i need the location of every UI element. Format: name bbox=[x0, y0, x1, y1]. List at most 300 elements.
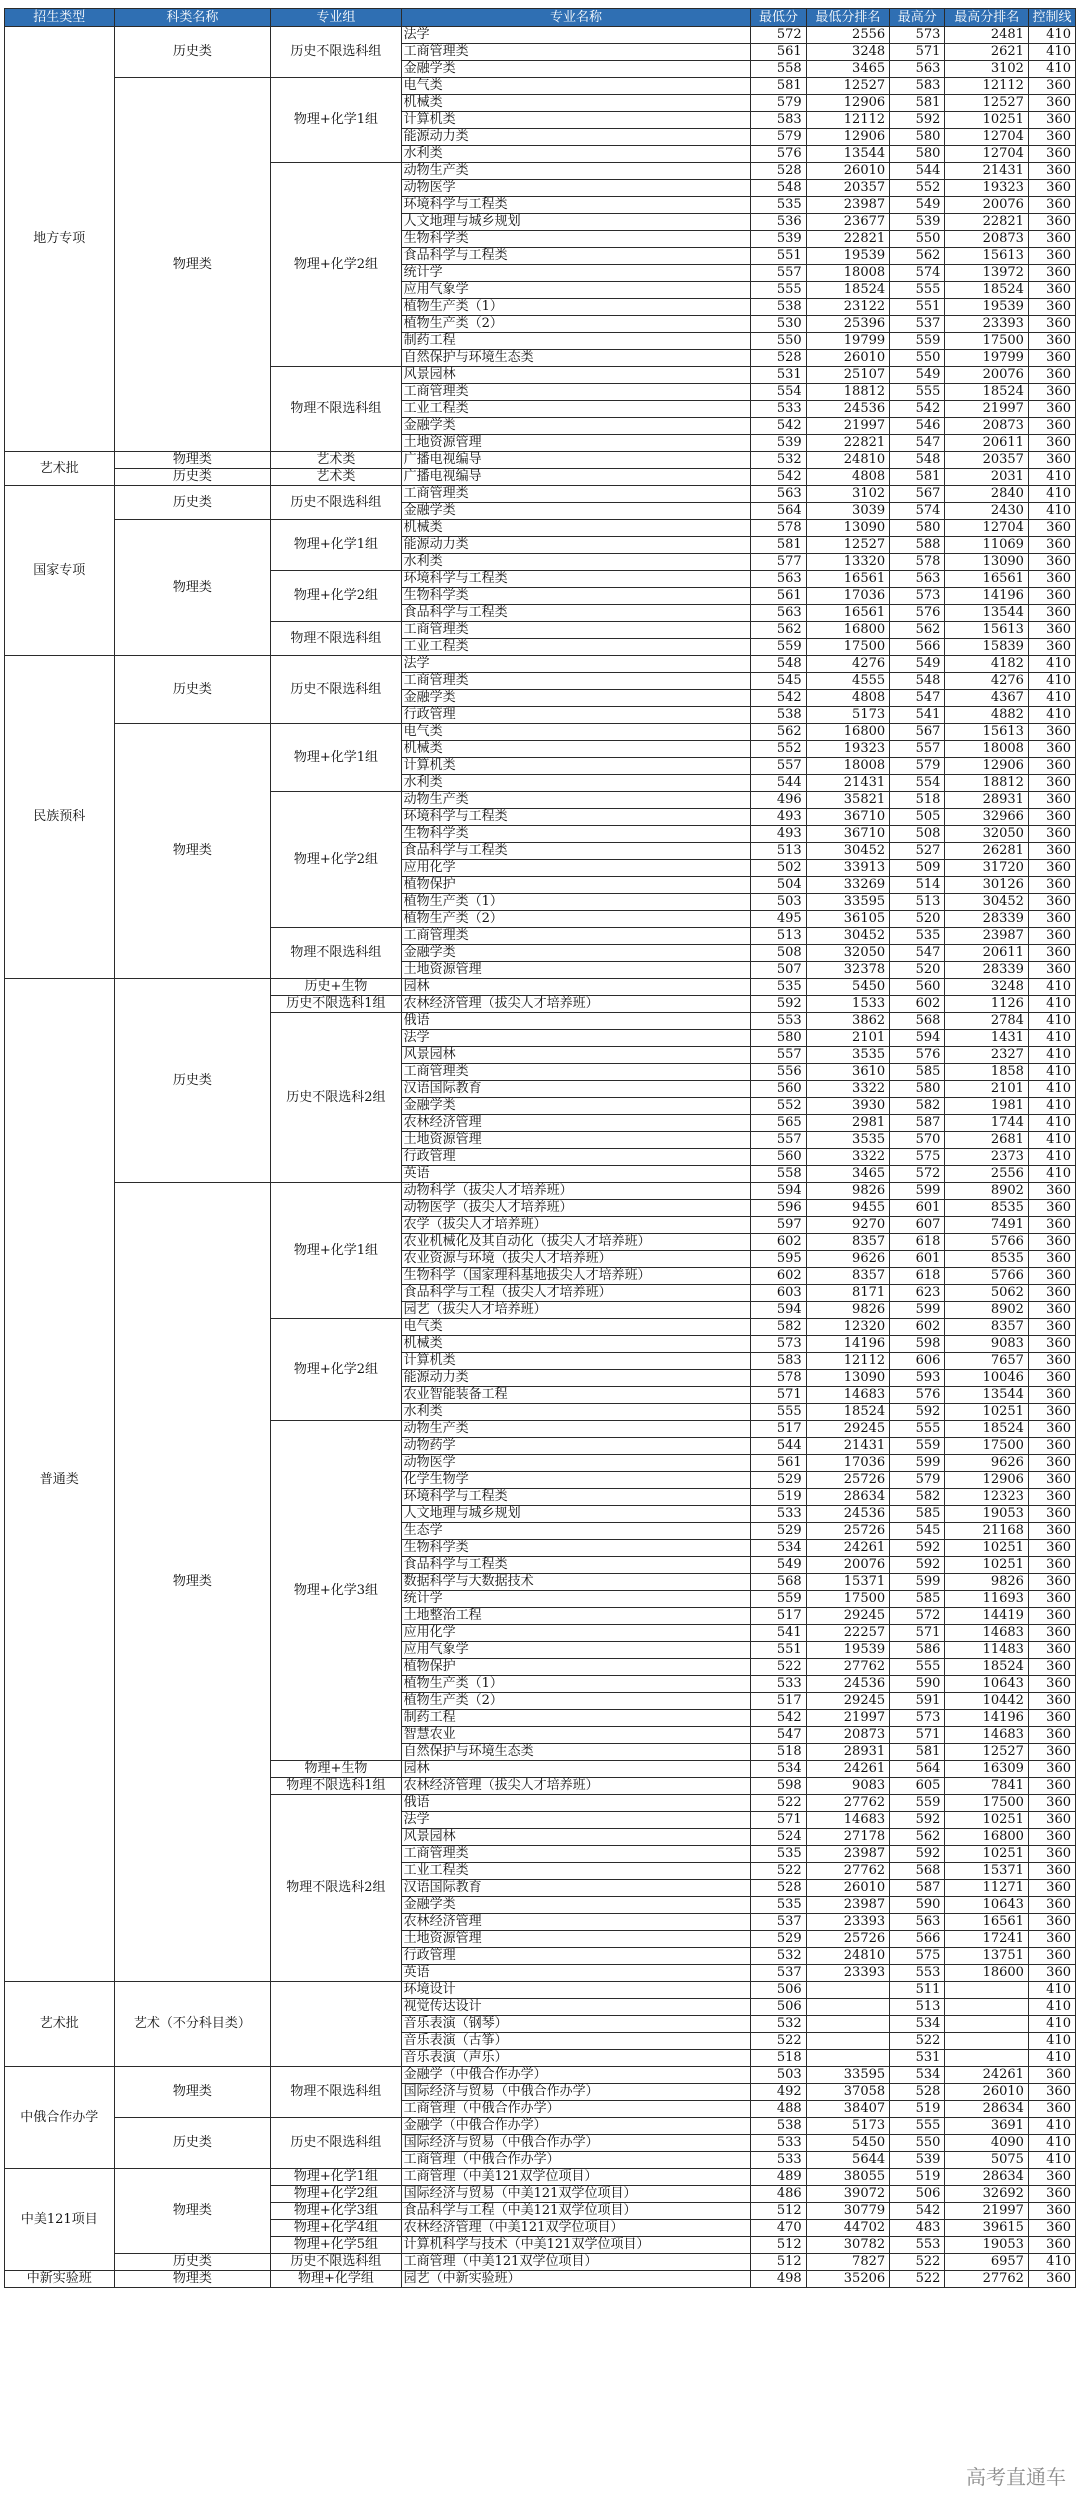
control-line-cell: 410 bbox=[1028, 996, 1075, 1013]
major-name-cell: 食品科学与工程（中美121双学位项目） bbox=[401, 2203, 751, 2220]
min-rank-cell: 13090 bbox=[806, 1370, 890, 1387]
max-rank-cell: 8535 bbox=[945, 1200, 1029, 1217]
control-line-cell: 410 bbox=[1028, 2135, 1075, 2152]
min-rank-cell: 4276 bbox=[806, 656, 890, 673]
max-score-cell: 602 bbox=[890, 996, 945, 1013]
max-score-cell: 592 bbox=[890, 1846, 945, 1863]
control-line-cell: 360 bbox=[1028, 1965, 1075, 1982]
control-line-cell: 410 bbox=[1028, 2254, 1075, 2271]
major-name-cell: 食品科学与工程类 bbox=[401, 843, 751, 860]
major-name-cell: 行政管理 bbox=[401, 1948, 751, 1965]
control-line-cell: 410 bbox=[1028, 503, 1075, 520]
major-name-cell: 化学生物学 bbox=[401, 1472, 751, 1489]
control-line-cell: 360 bbox=[1028, 1931, 1075, 1948]
control-line-cell: 360 bbox=[1028, 1812, 1075, 1829]
control-line-cell: 360 bbox=[1028, 1472, 1075, 1489]
min-score-cell: 550 bbox=[751, 333, 806, 350]
max-rank-cell: 10442 bbox=[945, 1693, 1029, 1710]
control-line-cell: 360 bbox=[1028, 350, 1075, 367]
major-name-cell: 水利类 bbox=[401, 554, 751, 571]
control-line-cell: 360 bbox=[1028, 2271, 1075, 2288]
major-name-cell: 动物生产类 bbox=[401, 792, 751, 809]
major-group-cell: 物理+化学2组 bbox=[271, 1319, 401, 1421]
min-rank-cell: 33595 bbox=[806, 894, 890, 911]
min-rank-cell: 13320 bbox=[806, 554, 890, 571]
min-score-cell: 551 bbox=[751, 1642, 806, 1659]
control-line-cell: 360 bbox=[1028, 894, 1075, 911]
min-score-cell: 493 bbox=[751, 809, 806, 826]
major-group-cell: 历史不限选科2组 bbox=[271, 1013, 401, 1183]
control-line-cell: 360 bbox=[1028, 1710, 1075, 1727]
control-line-cell: 360 bbox=[1028, 1744, 1075, 1761]
max-score-cell: 560 bbox=[890, 979, 945, 996]
control-line-cell: 360 bbox=[1028, 1574, 1075, 1591]
max-score-cell: 509 bbox=[890, 860, 945, 877]
control-line-cell: 360 bbox=[1028, 860, 1075, 877]
max-rank-cell: 11069 bbox=[945, 537, 1029, 554]
max-score-cell: 544 bbox=[890, 163, 945, 180]
max-score-cell: 586 bbox=[890, 1642, 945, 1659]
min-score-cell: 542 bbox=[751, 418, 806, 435]
max-score-cell: 576 bbox=[890, 605, 945, 622]
min-score-cell: 542 bbox=[751, 690, 806, 707]
control-line-cell: 410 bbox=[1028, 1013, 1075, 1030]
control-line-cell: 360 bbox=[1028, 112, 1075, 129]
major-name-cell: 金融学类 bbox=[401, 503, 751, 520]
major-group-cell: 历史不限选科1组 bbox=[271, 996, 401, 1013]
max-score-cell: 590 bbox=[890, 1676, 945, 1693]
max-rank-cell: 2621 bbox=[945, 44, 1029, 61]
control-line-cell: 410 bbox=[1028, 1030, 1075, 1047]
major-name-cell: 机械类 bbox=[401, 520, 751, 537]
major-name-cell: 工业工程类 bbox=[401, 401, 751, 418]
major-name-cell: 食品科学与工程类 bbox=[401, 1557, 751, 1574]
major-name-cell: 工商管理类 bbox=[401, 673, 751, 690]
min-score-cell: 518 bbox=[751, 2050, 806, 2067]
max-rank-cell: 15613 bbox=[945, 724, 1029, 741]
min-score-cell: 596 bbox=[751, 1200, 806, 1217]
control-line-cell: 410 bbox=[1028, 1081, 1075, 1098]
max-score-cell: 590 bbox=[890, 1897, 945, 1914]
subject-category-cell: 物理类 bbox=[114, 2169, 271, 2254]
max-score-cell: 583 bbox=[890, 78, 945, 95]
min-rank-cell: 12527 bbox=[806, 78, 890, 95]
major-name-cell: 动物生产类 bbox=[401, 163, 751, 180]
min-score-cell: 538 bbox=[751, 299, 806, 316]
max-rank-cell bbox=[945, 2050, 1029, 2067]
min-rank-cell: 9270 bbox=[806, 1217, 890, 1234]
max-score-cell: 522 bbox=[890, 2033, 945, 2050]
max-score-cell: 553 bbox=[890, 1965, 945, 1982]
min-score-cell: 503 bbox=[751, 894, 806, 911]
table-row bbox=[5, 2067, 1076, 2084]
major-group-cell: 物理+化学2组 bbox=[271, 163, 401, 367]
control-line-cell: 360 bbox=[1028, 2237, 1075, 2254]
max-rank-cell: 32692 bbox=[945, 2186, 1029, 2203]
major-group-cell: 艺术类 bbox=[271, 452, 401, 469]
min-score-cell: 513 bbox=[751, 928, 806, 945]
min-rank-cell: 20873 bbox=[806, 1727, 890, 1744]
max-rank-cell: 17241 bbox=[945, 1931, 1029, 1948]
min-score-cell: 506 bbox=[751, 1999, 806, 2016]
max-rank-cell: 2556 bbox=[945, 1166, 1029, 1183]
min-rank-cell: 33269 bbox=[806, 877, 890, 894]
major-name-cell: 法学 bbox=[401, 27, 751, 44]
major-name-cell: 工商管理类 bbox=[401, 384, 751, 401]
max-score-cell: 520 bbox=[890, 962, 945, 979]
major-name-cell: 土地资源管理 bbox=[401, 962, 751, 979]
min-rank-cell: 23677 bbox=[806, 214, 890, 231]
min-rank-cell: 13544 bbox=[806, 146, 890, 163]
min-score-cell: 531 bbox=[751, 367, 806, 384]
control-line-cell: 360 bbox=[1028, 316, 1075, 333]
max-rank-cell: 12527 bbox=[945, 95, 1029, 112]
control-line-cell: 360 bbox=[1028, 1608, 1075, 1625]
major-name-cell: 植物生产类（2） bbox=[401, 316, 751, 333]
max-rank-cell: 12704 bbox=[945, 520, 1029, 537]
min-rank-cell: 23393 bbox=[806, 1965, 890, 1982]
max-rank-cell: 12527 bbox=[945, 1744, 1029, 1761]
min-rank-cell: 18812 bbox=[806, 384, 890, 401]
subject-category-cell: 历史类 bbox=[114, 2118, 271, 2169]
min-rank-cell: 3610 bbox=[806, 1064, 890, 1081]
min-score-cell: 557 bbox=[751, 1047, 806, 1064]
max-score-cell: 592 bbox=[890, 112, 945, 129]
min-score-cell: 517 bbox=[751, 1693, 806, 1710]
control-line-cell: 360 bbox=[1028, 1863, 1075, 1880]
min-rank-cell: 23987 bbox=[806, 1897, 890, 1914]
max-rank-cell: 11693 bbox=[945, 1591, 1029, 1608]
min-rank-cell: 14683 bbox=[806, 1812, 890, 1829]
max-rank-cell: 2481 bbox=[945, 27, 1029, 44]
min-rank-cell: 25726 bbox=[806, 1931, 890, 1948]
control-line-cell: 410 bbox=[1028, 707, 1075, 724]
major-group-cell: 物理+化学1组 bbox=[271, 78, 401, 163]
major-name-cell: 行政管理 bbox=[401, 707, 751, 724]
max-score-cell: 508 bbox=[890, 826, 945, 843]
control-line-cell: 410 bbox=[1028, 1166, 1075, 1183]
min-rank-cell: 36710 bbox=[806, 826, 890, 843]
major-name-cell: 风景园林 bbox=[401, 367, 751, 384]
control-line-cell: 360 bbox=[1028, 520, 1075, 537]
control-line-cell: 410 bbox=[1028, 1149, 1075, 1166]
major-name-cell: 农业资源与环境（拔尖人才培养班） bbox=[401, 1251, 751, 1268]
major-group-cell: 物理+化学2组 bbox=[271, 792, 401, 928]
max-score-cell: 567 bbox=[890, 486, 945, 503]
control-line-cell: 410 bbox=[1028, 1098, 1075, 1115]
max-rank-cell: 2681 bbox=[945, 1132, 1029, 1149]
min-score-cell: 529 bbox=[751, 1523, 806, 1540]
major-group-cell: 物理+生物 bbox=[271, 1761, 401, 1778]
min-score-cell: 513 bbox=[751, 843, 806, 860]
max-score-cell: 542 bbox=[890, 401, 945, 418]
min-rank-cell: 3248 bbox=[806, 44, 890, 61]
major-name-cell: 计算机类 bbox=[401, 1353, 751, 1370]
control-line-cell: 410 bbox=[1028, 1047, 1075, 1064]
table-row bbox=[5, 469, 1076, 486]
min-rank-cell: 26010 bbox=[806, 163, 890, 180]
min-rank-cell: 36105 bbox=[806, 911, 890, 928]
major-name-cell: 计算机科学与技术（中美121双学位项目） bbox=[401, 2237, 751, 2254]
control-line-cell: 360 bbox=[1028, 1506, 1075, 1523]
max-rank-cell: 2031 bbox=[945, 469, 1029, 486]
control-line-cell: 360 bbox=[1028, 605, 1075, 622]
max-rank-cell: 9826 bbox=[945, 1574, 1029, 1591]
max-rank-cell: 20357 bbox=[945, 452, 1029, 469]
major-name-cell: 金融学类 bbox=[401, 1897, 751, 1914]
table-row bbox=[5, 1183, 1076, 1200]
header-max-rank: 最高分排名 bbox=[945, 9, 1029, 27]
min-rank-cell: 23393 bbox=[806, 1914, 890, 1931]
major-name-cell: 电气类 bbox=[401, 724, 751, 741]
max-rank-cell: 1431 bbox=[945, 1030, 1029, 1047]
max-rank-cell: 12906 bbox=[945, 758, 1029, 775]
min-rank-cell: 8171 bbox=[806, 1285, 890, 1302]
table-row bbox=[5, 1982, 1076, 1999]
min-rank-cell: 19323 bbox=[806, 741, 890, 758]
max-score-cell: 549 bbox=[890, 197, 945, 214]
major-name-cell: 食品科学与工程类 bbox=[401, 248, 751, 265]
min-score-cell: 565 bbox=[751, 1115, 806, 1132]
control-line-cell: 360 bbox=[1028, 1914, 1075, 1931]
max-score-cell: 522 bbox=[890, 2271, 945, 2288]
max-rank-cell: 3691 bbox=[945, 2118, 1029, 2135]
major-name-cell: 金融学类 bbox=[401, 1098, 751, 1115]
control-line-cell: 360 bbox=[1028, 1336, 1075, 1353]
min-score-cell: 533 bbox=[751, 401, 806, 418]
max-score-cell: 587 bbox=[890, 1880, 945, 1897]
max-score-cell: 618 bbox=[890, 1268, 945, 1285]
min-rank-cell: 4808 bbox=[806, 690, 890, 707]
control-line-cell: 410 bbox=[1028, 1064, 1075, 1081]
min-rank-cell: 21997 bbox=[806, 418, 890, 435]
max-score-cell: 514 bbox=[890, 877, 945, 894]
control-line-cell: 410 bbox=[1028, 1999, 1075, 2016]
min-rank-cell: 7827 bbox=[806, 2254, 890, 2271]
max-rank-cell: 21168 bbox=[945, 1523, 1029, 1540]
major-group-cell: 物理+化学1组 bbox=[271, 2169, 401, 2186]
max-score-cell: 575 bbox=[890, 1149, 945, 1166]
control-line-cell: 410 bbox=[1028, 2152, 1075, 2169]
min-score-cell: 554 bbox=[751, 384, 806, 401]
max-rank-cell: 10643 bbox=[945, 1676, 1029, 1693]
min-rank-cell: 17036 bbox=[806, 588, 890, 605]
min-score-cell: 536 bbox=[751, 214, 806, 231]
min-rank-cell: 3102 bbox=[806, 486, 890, 503]
major-name-cell: 制药工程 bbox=[401, 1710, 751, 1727]
max-score-cell: 570 bbox=[890, 1132, 945, 1149]
min-score-cell: 535 bbox=[751, 1897, 806, 1914]
max-rank-cell: 19539 bbox=[945, 299, 1029, 316]
max-rank-cell: 28634 bbox=[945, 2169, 1029, 2186]
min-rank-cell: 12320 bbox=[806, 1319, 890, 1336]
major-name-cell: 土地资源管理 bbox=[401, 1132, 751, 1149]
max-score-cell: 571 bbox=[890, 1625, 945, 1642]
max-score-cell: 582 bbox=[890, 1098, 945, 1115]
min-score-cell: 519 bbox=[751, 1489, 806, 1506]
control-line-cell: 360 bbox=[1028, 741, 1075, 758]
max-score-cell: 550 bbox=[890, 350, 945, 367]
major-group-cell: 历史不限选科组 bbox=[271, 27, 401, 78]
major-name-cell: 电气类 bbox=[401, 78, 751, 95]
min-rank-cell: 24536 bbox=[806, 1676, 890, 1693]
min-rank-cell: 27762 bbox=[806, 1863, 890, 1880]
max-score-cell: 557 bbox=[890, 741, 945, 758]
control-line-cell: 360 bbox=[1028, 146, 1075, 163]
major-name-cell: 植物生产类（1） bbox=[401, 299, 751, 316]
min-score-cell: 538 bbox=[751, 2118, 806, 2135]
max-score-cell: 555 bbox=[890, 1659, 945, 1676]
min-score-cell: 488 bbox=[751, 2101, 806, 2118]
max-rank-cell: 15839 bbox=[945, 639, 1029, 656]
max-rank-cell: 13544 bbox=[945, 605, 1029, 622]
max-rank-cell: 26281 bbox=[945, 843, 1029, 860]
max-rank-cell: 15371 bbox=[945, 1863, 1029, 1880]
major-name-cell: 机械类 bbox=[401, 95, 751, 112]
max-rank-cell: 8357 bbox=[945, 1319, 1029, 1336]
major-name-cell: 动物医学（拔尖人才培养班） bbox=[401, 1200, 751, 1217]
control-line-cell: 360 bbox=[1028, 877, 1075, 894]
major-name-cell: 英语 bbox=[401, 1965, 751, 1982]
control-line-cell: 360 bbox=[1028, 1642, 1075, 1659]
min-rank-cell: 5644 bbox=[806, 2152, 890, 2169]
control-line-cell: 360 bbox=[1028, 554, 1075, 571]
min-rank-cell: 4555 bbox=[806, 673, 890, 690]
min-rank-cell: 19539 bbox=[806, 1642, 890, 1659]
max-score-cell: 522 bbox=[890, 2254, 945, 2271]
major-group-cell: 物理不限选科组 bbox=[271, 622, 401, 656]
min-score-cell: 603 bbox=[751, 1285, 806, 1302]
control-line-cell: 360 bbox=[1028, 1455, 1075, 1472]
max-score-cell: 568 bbox=[890, 1863, 945, 1880]
min-rank-cell: 24261 bbox=[806, 1761, 890, 1778]
major-name-cell: 植物保护 bbox=[401, 1659, 751, 1676]
min-score-cell: 580 bbox=[751, 1030, 806, 1047]
min-score-cell: 578 bbox=[751, 1370, 806, 1387]
min-rank-cell: 12906 bbox=[806, 95, 890, 112]
max-score-cell: 591 bbox=[890, 1693, 945, 1710]
max-score-cell: 563 bbox=[890, 61, 945, 78]
major-group-cell: 物理不限选科组 bbox=[271, 928, 401, 979]
min-rank-cell: 17500 bbox=[806, 639, 890, 656]
control-line-cell: 360 bbox=[1028, 435, 1075, 452]
max-score-cell: 555 bbox=[890, 1421, 945, 1438]
min-rank-cell: 39072 bbox=[806, 2186, 890, 2203]
major-name-cell: 农业智能装备工程 bbox=[401, 1387, 751, 1404]
max-rank-cell: 21997 bbox=[945, 401, 1029, 418]
min-rank-cell: 24810 bbox=[806, 1948, 890, 1965]
header-row bbox=[5, 9, 1076, 27]
max-rank-cell: 20076 bbox=[945, 197, 1029, 214]
min-score-cell: 602 bbox=[751, 1234, 806, 1251]
header-subject-category: 科类名称 bbox=[114, 9, 271, 27]
major-name-cell: 金融学类 bbox=[401, 690, 751, 707]
major-name-cell: 智慧农业 bbox=[401, 1727, 751, 1744]
min-score-cell: 528 bbox=[751, 1880, 806, 1897]
min-score-cell: 533 bbox=[751, 2135, 806, 2152]
min-rank-cell: 3862 bbox=[806, 1013, 890, 1030]
max-rank-cell: 24261 bbox=[945, 2067, 1029, 2084]
min-score-cell: 563 bbox=[751, 605, 806, 622]
min-rank-cell: 24810 bbox=[806, 452, 890, 469]
min-score-cell: 571 bbox=[751, 1387, 806, 1404]
header-min-rank: 最低分排名 bbox=[806, 9, 890, 27]
major-name-cell: 能源动力类 bbox=[401, 537, 751, 554]
min-score-cell: 507 bbox=[751, 962, 806, 979]
major-name-cell: 音乐表演（声乐） bbox=[401, 2050, 751, 2067]
max-score-cell: 546 bbox=[890, 418, 945, 435]
min-score-cell: 592 bbox=[751, 996, 806, 1013]
min-rank-cell: 14196 bbox=[806, 1336, 890, 1353]
min-rank-cell: 2556 bbox=[806, 27, 890, 44]
max-rank-cell: 2840 bbox=[945, 486, 1029, 503]
min-score-cell: 561 bbox=[751, 588, 806, 605]
min-score-cell: 495 bbox=[751, 911, 806, 928]
min-score-cell: 508 bbox=[751, 945, 806, 962]
major-name-cell: 电气类 bbox=[401, 1319, 751, 1336]
max-rank-cell: 2101 bbox=[945, 1081, 1029, 1098]
max-rank-cell: 23987 bbox=[945, 928, 1029, 945]
max-rank-cell: 10251 bbox=[945, 112, 1029, 129]
control-line-cell: 360 bbox=[1028, 418, 1075, 435]
control-line-cell: 360 bbox=[1028, 2101, 1075, 2118]
min-rank-cell: 3039 bbox=[806, 503, 890, 520]
major-name-cell: 水利类 bbox=[401, 1404, 751, 1421]
major-group-cell: 历史+生物 bbox=[271, 979, 401, 996]
max-score-cell: 555 bbox=[890, 282, 945, 299]
control-line-cell: 360 bbox=[1028, 180, 1075, 197]
min-score-cell: 542 bbox=[751, 1710, 806, 1727]
max-rank-cell: 2784 bbox=[945, 1013, 1029, 1030]
max-score-cell: 581 bbox=[890, 95, 945, 112]
max-score-cell: 573 bbox=[890, 588, 945, 605]
min-score-cell: 542 bbox=[751, 469, 806, 486]
control-line-cell: 410 bbox=[1028, 1982, 1075, 1999]
max-rank-cell: 17500 bbox=[945, 333, 1029, 350]
min-rank-cell: 26010 bbox=[806, 350, 890, 367]
control-line-cell: 360 bbox=[1028, 1387, 1075, 1404]
max-score-cell: 580 bbox=[890, 146, 945, 163]
control-line-cell: 360 bbox=[1028, 1353, 1075, 1370]
major-name-cell: 植物生产类（2） bbox=[401, 911, 751, 928]
max-rank-cell: 32966 bbox=[945, 809, 1029, 826]
max-rank-cell: 22821 bbox=[945, 214, 1029, 231]
min-score-cell: 547 bbox=[751, 1727, 806, 1744]
max-score-cell: 505 bbox=[890, 809, 945, 826]
max-rank-cell: 20873 bbox=[945, 231, 1029, 248]
max-rank-cell: 11271 bbox=[945, 1880, 1029, 1897]
max-rank-cell: 10251 bbox=[945, 1812, 1029, 1829]
max-score-cell: 519 bbox=[890, 2169, 945, 2186]
min-rank-cell: 21997 bbox=[806, 1710, 890, 1727]
max-rank-cell: 8902 bbox=[945, 1183, 1029, 1200]
min-rank-cell: 26010 bbox=[806, 1880, 890, 1897]
min-rank-cell: 1533 bbox=[806, 996, 890, 1013]
major-group-cell: 历史不限选科组 bbox=[271, 656, 401, 724]
max-score-cell: 573 bbox=[890, 27, 945, 44]
min-rank-cell: 5450 bbox=[806, 979, 890, 996]
max-score-cell: 539 bbox=[890, 2152, 945, 2169]
max-score-cell: 592 bbox=[890, 1557, 945, 1574]
max-rank-cell: 10251 bbox=[945, 1404, 1029, 1421]
major-name-cell: 俄语 bbox=[401, 1013, 751, 1030]
max-score-cell: 601 bbox=[890, 1251, 945, 1268]
min-rank-cell: 14683 bbox=[806, 1387, 890, 1404]
recruit-type-cell: 普通类 bbox=[5, 979, 115, 1982]
min-rank-cell: 24536 bbox=[806, 1506, 890, 1523]
max-rank-cell: 5075 bbox=[945, 2152, 1029, 2169]
control-line-cell: 410 bbox=[1028, 656, 1075, 673]
